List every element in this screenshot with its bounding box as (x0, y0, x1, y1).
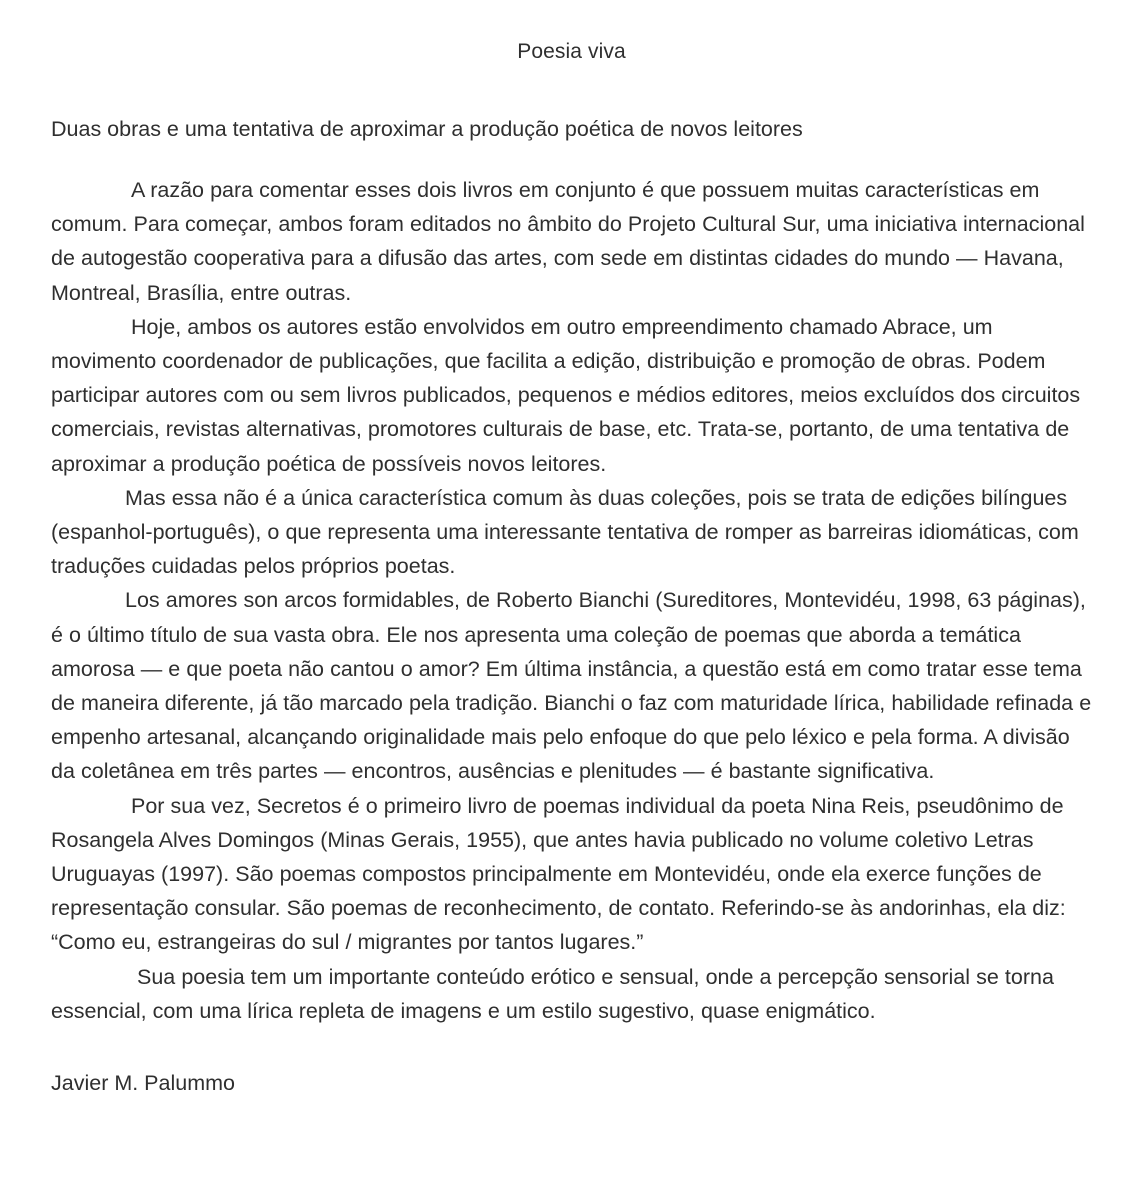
author-signature: Javier M. Palummo (51, 1071, 235, 1096)
body-paragraph: A razão para comentar esses dois livros em conjunto é que possuem muitas características em comum. Para começar, ambos foram editados no âmbito do Projeto Cultural Sur, uma iniciativa internacional de autogestão cooperativa para a difusão das artes, com sede em distintas cidades do mundo — Havana, Montreal, Brasília, entre outras. (51, 178, 1085, 305)
body-paragraph: Mas essa não é a única característica comum às duas coleções, pois se trata de edições bilíngues (espanhol-português), o que representa uma interessante tentativa de romper as barreiras idiomáticas, com traduções cuidadas pelos próprios poetas. (51, 485, 1079, 579)
body-paragraph: Hoje, ambos os autores estão envolvidos em outro empreendimento chamado Abrace, um movimento coordenador de publicações, que facilita a edição, distribuição e promoção de obras. Podem participar autores com ou sem livros publicados, pequenos e médios editores, meios excluídos dos circuitos comerciais, revistas alternativas, promotores culturais de base, etc. Trata-se, portanto, de uma tentativa de aproximar a produção poética de possíveis novos leitores. (51, 314, 1081, 476)
document-body (51, 145, 1095, 1028)
body-paragraph: Por sua vez, Secretos é o primeiro livro de poemas individual da poeta Nina Reis, pseudônimo de Rosangela Alves Domingos (Minas Gerais, 1955), que antes havia publicado no volume coletivo Letras Uruguayas (1997). São poemas compostos principalmente em Montevidéu, onde ela exerce funções de representação consular. São poemas de reconhecimento, de contato. Referindo-se às andorinhas, ela diz: “Como eu, estrangeiras do sul / migrantes por tantos lugares.” (51, 793, 1066, 955)
document-deck: Duas obras e uma tentativa de aproximar a produção poética de novos leitores (51, 117, 803, 141)
body-paragraph: Los amores son arcos formidables, de Roberto Bianchi (Sureditores, Montevidéu, 1998, 63 páginas), é o último título de sua vasta obra. Ele nos apresenta uma coleção de poemas que aborda a temática amorosa — e que poeta não cantou o amor? Em última instância, a questão está em como tratar esse tema de maneira diferente, já tão marcado pela tradição. Bianchi o faz com maturidade lírica, habilidade refinada e empenho artesanal, alcançando originalidade mais pelo enfoque do que pelo léxico e pela forma. A divisão da coletânea em três partes — encontros, ausências e plenitudes — é bastante significativa. (51, 588, 1092, 784)
document-content (0, 68, 1143, 1100)
body-paragraph: Sua poesia tem um importante conteúdo erótico e sensual, onde a percepção sensorial se torna essencial, com uma lírica repleta de imagens e um estilo sugestivo, quase enigmático. (51, 964, 1054, 1023)
page-title: Poesia viva (517, 40, 626, 63)
